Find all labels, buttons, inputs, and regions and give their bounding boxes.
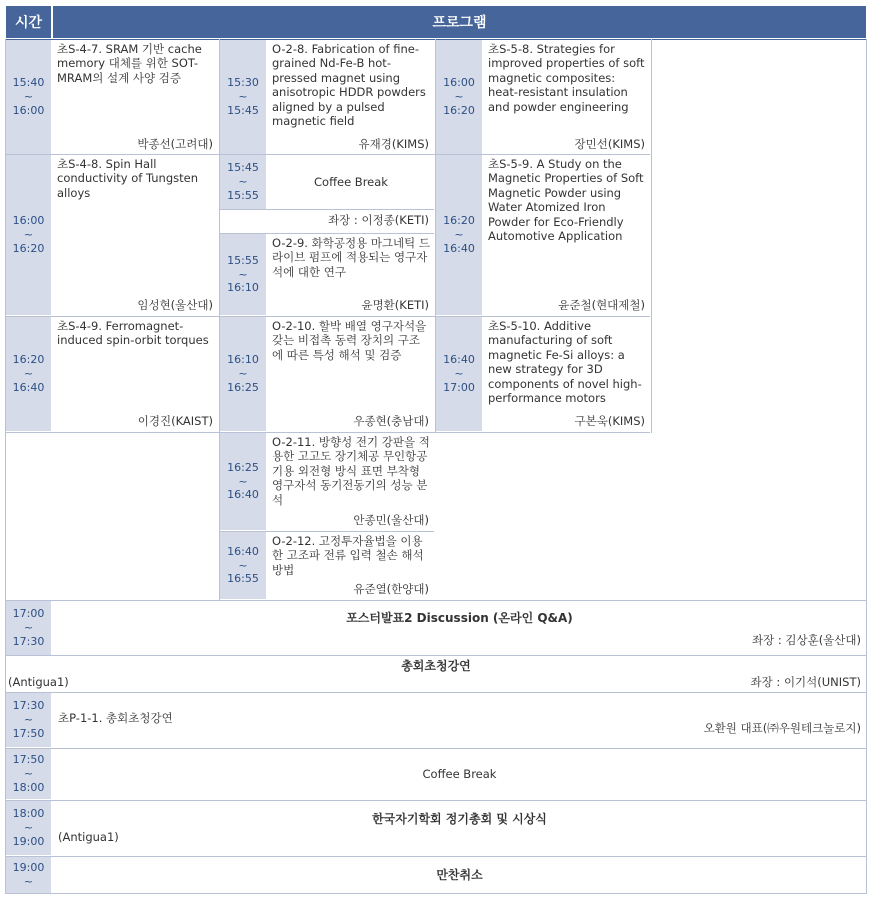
time-text: 16:00 ~ 16:20 (443, 76, 475, 117)
session-title: 한국자기학회 정기총회 및 시상식 (372, 812, 547, 826)
session-cell (484, 40, 650, 154)
grid-line (6, 154, 650, 155)
session-title: O-2-11. 방향성 전기 강판을 적용한 고고도 장기체공 무인항공기용 외전형 방식 표면 부착형 영구자석 동기전동기의 성능 분석 (272, 435, 430, 507)
speaker-name: 윤명환(KETI) (361, 297, 429, 312)
time-text: 17:30 ~ 17:50 (12, 699, 45, 740)
grid-line (866, 39, 867, 894)
time-slot (220, 155, 266, 209)
time-text: 19:00 ~ (12, 861, 45, 888)
grid-line (651, 39, 652, 433)
time-slot (6, 749, 51, 799)
time-text: 15:40 ~ 16:00 (12, 76, 45, 117)
plenary-talk-row (53, 693, 866, 747)
room-name: (Antigua1) (58, 829, 119, 844)
speaker-name: 안종민(울산대) (353, 512, 429, 527)
session-title: 총회초청강연 (401, 659, 471, 673)
session-title: 포스터발표2 Discussion (온라인 Q&A) (346, 611, 573, 625)
grid-line (6, 748, 866, 749)
time-slot (220, 433, 266, 530)
grid-line (435, 39, 436, 433)
time-slot (220, 234, 266, 315)
session-title: 초S-5-8. Strategies for improved properties of soft magnetic composites: heat-resistant insulation and powder engineering (488, 42, 645, 114)
speaker-name: 유준열(한양대) (353, 581, 429, 596)
time-slot (436, 40, 482, 154)
session-title: 초S-4-8. Spin Hall conductivity of Tungsten alloys (57, 157, 198, 200)
session-cell (268, 234, 434, 315)
time-text: 15:45 ~ 15:55 (227, 161, 259, 202)
grid-line (220, 233, 434, 234)
time-slot (6, 693, 51, 747)
time-slot (6, 601, 51, 655)
chair-name: 좌장 : 이정종(KETI) (328, 213, 429, 227)
time-column-header: 시간 (6, 6, 51, 38)
time-slot (6, 40, 51, 154)
speaker-name: 구본욱(KIMS) (574, 413, 645, 428)
chair-name: 좌장 : 이기석(UNIST) (750, 674, 861, 689)
grid-line (6, 800, 866, 801)
grid-line (6, 893, 866, 894)
session-cell (268, 40, 434, 154)
chair-row (220, 210, 434, 232)
session-title: 초S-4-9. Ferromagnet-induced spin-orbit torques (57, 319, 209, 348)
time-slot (6, 857, 51, 893)
poster-session-row (53, 601, 866, 655)
time-text: 15:55 ~ 16:10 (227, 253, 259, 295)
session-cell (268, 433, 434, 530)
time-slot (220, 532, 266, 599)
session-title: O-2-12. 고정투자율법을 이용한 고조파 전류 입력 철손 해석 방법 (272, 534, 424, 577)
speaker-name: 이경진(KAIST) (137, 413, 213, 428)
session-title: O-2-9. 화학공정용 마그네틱 드라이브 펌프에 적용되는 영구자석에 대한 연구 (272, 236, 431, 279)
speaker-name: 유재경(KIMS) (358, 136, 429, 151)
session-title: O-2-8. Fabrication of fine-grained Nd-Fe-B hot-pressed magnet using anisotropic HDDR powders aligned by a pulsed magnetic field (272, 42, 426, 128)
speaker-name: 임성현(울산대) (137, 297, 213, 312)
time-slot (220, 317, 266, 431)
time-slot (436, 155, 482, 315)
grid-line (6, 39, 866, 40)
time-text: 17:00 ~ 17:30 (12, 607, 45, 648)
session-cell (268, 317, 434, 431)
room-name: (Antigua1) (8, 674, 69, 689)
session-title: 초S-5-9. A Study on the Magnetic Properties of Soft Magnetic Powder using Water Atomized Iron Powder for Eco-Friendly Automotive Application (488, 157, 644, 243)
time-slot (6, 801, 51, 855)
time-text: 18:00 ~ 19:00 (12, 807, 45, 848)
session-title: 초S-4-7. SRAM 기반 cache memory 대체를 위한 SOT-MRAM의 설계 사양 검증 (57, 42, 202, 85)
session-cell (53, 317, 218, 431)
grid-line (6, 600, 866, 601)
session-title: Coffee Break (422, 766, 497, 781)
speaker-name: 박종선(고려대) (137, 136, 213, 151)
grid-line (6, 432, 650, 433)
time-text: 16:25 ~ 16:40 (227, 460, 259, 502)
grid-line (219, 39, 220, 601)
time-text: 17:50 ~ 18:00 (12, 753, 45, 794)
coffee-break-cell (268, 155, 434, 209)
time-text: 16:20 ~ 16:40 (443, 214, 475, 255)
grid-line (6, 692, 866, 693)
time-slot (6, 155, 51, 315)
dinner-row (53, 857, 866, 893)
time-text: 16:00 ~ 16:20 (12, 214, 45, 255)
general-meeting-row (53, 801, 866, 855)
program-column-header: 프로그램 (53, 6, 866, 38)
session-cell (484, 317, 650, 431)
session-cell (268, 532, 434, 599)
time-text: 16:40 ~ 17:00 (443, 353, 475, 394)
time-slot (436, 317, 482, 431)
chair-name: 좌장 : 김상훈(울산대) (751, 632, 861, 647)
time-text: 16:40 ~ 16:55 (227, 544, 259, 586)
grid-line (6, 316, 650, 317)
speaker-name: 장민선(KIMS) (574, 136, 645, 151)
plenary-header-row (6, 656, 866, 692)
session-title: 초P-1-1. 총회초청강연 (58, 711, 173, 725)
grid-line (6, 655, 866, 656)
coffee-break-row (53, 749, 866, 799)
session-title: O-2-10. 할박 배열 영구자석을 갖는 비접촉 동력 장치의 구조에 따른 특성 해석 및 검증 (272, 319, 427, 362)
speaker-name: 윤준철(현대제철) (558, 297, 645, 312)
time-slot (220, 40, 266, 154)
speaker-name: 우종현(충남대) (353, 413, 429, 428)
time-text: 15:30 ~ 15:45 (227, 76, 259, 117)
session-cell (53, 40, 218, 154)
speaker-name: 오환원 대표(㈜우원테크놀로지) (703, 720, 861, 735)
session-cell (484, 155, 650, 315)
session-title: 만찬취소 (436, 867, 483, 882)
grid-line (220, 209, 434, 210)
time-text: 16:20 ~ 16:40 (12, 353, 45, 394)
grid-line (6, 856, 866, 857)
session-cell (53, 155, 218, 315)
time-slot (6, 317, 51, 431)
grid-line (5, 39, 6, 894)
time-text: 16:10 ~ 16:25 (227, 353, 259, 394)
session-title: 초S-5-10. Additive manufacturing of soft magnetic Fe-Si alloys: a new strategy for 3D components of novel high-performance motors (488, 319, 642, 405)
grid-line (220, 531, 434, 532)
session-title: Coffee Break (314, 174, 388, 189)
